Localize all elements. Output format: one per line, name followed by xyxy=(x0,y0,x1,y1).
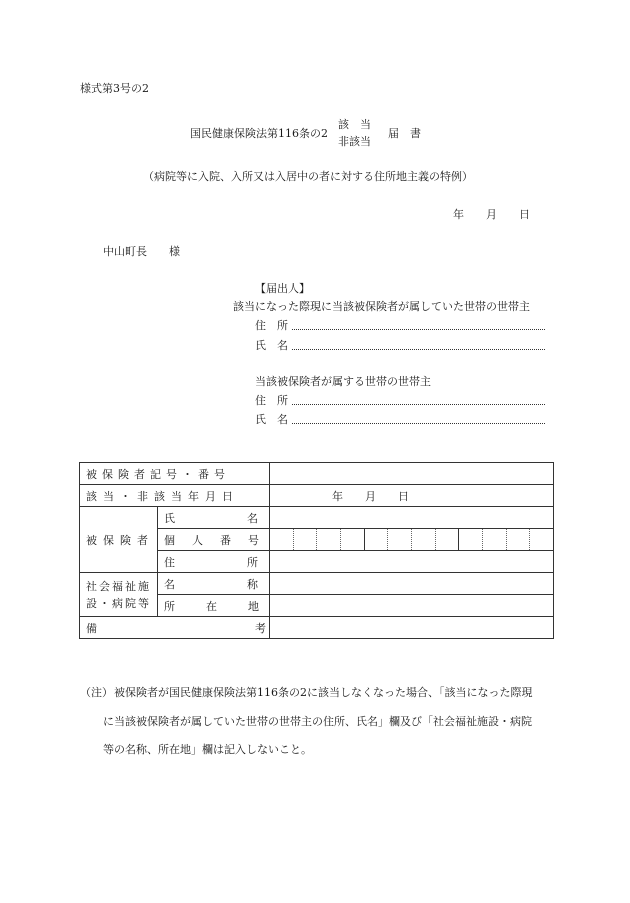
filer-heading: 【届出人】 xyxy=(255,282,310,295)
insured-group-label xyxy=(80,507,158,573)
insured-number-field[interactable] xyxy=(270,463,554,485)
notification-table xyxy=(79,462,554,639)
digit-box[interactable] xyxy=(435,529,459,550)
insured-address-label-text: 住所 xyxy=(164,555,330,569)
digit-box[interactable] xyxy=(387,529,411,550)
filer-section2-address-label: 住 所 xyxy=(255,394,288,407)
individual-number-field[interactable] xyxy=(270,529,554,551)
addressee: 中山町長 様 xyxy=(103,245,180,258)
digit-box[interactable] xyxy=(364,529,388,550)
note-line-3: 等の名称、所在地」欄は記入しないこと。 xyxy=(103,743,312,756)
digit-box[interactable] xyxy=(482,529,506,550)
digit-box[interactable] xyxy=(270,529,293,550)
digit-box[interactable] xyxy=(293,529,317,550)
form-number: 様式第3号の2 xyxy=(80,82,149,95)
facility-name-label-text: 名称 xyxy=(164,577,330,591)
table-row xyxy=(80,573,554,595)
facility-group-label-line2: 設・病院等 xyxy=(86,596,151,610)
digit-box[interactable] xyxy=(529,529,553,550)
filer-section2-name-line[interactable] xyxy=(292,423,545,424)
facility-group-label xyxy=(80,573,158,617)
title-option-applicable: 該 当 xyxy=(338,118,371,131)
insured-number-label xyxy=(80,463,270,485)
filer-section1-name-line[interactable] xyxy=(292,349,545,350)
insured-name-label xyxy=(158,507,330,529)
table-row xyxy=(80,463,554,485)
digit-box[interactable] xyxy=(458,529,482,550)
table-row xyxy=(80,485,554,507)
title-option-not-applicable: 非該当 xyxy=(338,135,371,148)
filer-section1-address-line[interactable] xyxy=(292,329,545,330)
note-label: （注） xyxy=(80,686,113,699)
date-label-text: 該当・非該当年月日 xyxy=(86,489,239,503)
filer-section2-name-label: 氏 名 xyxy=(255,413,288,426)
filer-section1-address-label: 住 所 xyxy=(255,319,288,332)
facility-location-field[interactable] xyxy=(270,595,554,617)
digit-box[interactable] xyxy=(411,529,435,550)
remarks-label-text: 備考 xyxy=(86,621,424,635)
date-field-value: 年 月 日 xyxy=(332,489,409,503)
subtitle: （病院等に入院、入所又は入居中の者に対する住所地主義の特例） xyxy=(143,170,473,183)
date-field[interactable] xyxy=(270,485,554,507)
filer-section1-title: 該当になった際現に当該被保険者が属していた世帯の世帯主 xyxy=(233,300,530,313)
insured-address-label xyxy=(158,551,330,573)
digit-box[interactable] xyxy=(340,529,364,550)
digit-box[interactable] xyxy=(316,529,340,550)
table-row xyxy=(80,507,554,529)
note-line-1: 被保険者が国民健康保険法第116条の2に該当しなくなった場合、「該当になった際現 xyxy=(114,686,533,699)
insured-name-label-text: 氏名 xyxy=(164,511,330,525)
filer-section2-title: 当該被保険者が属する世帯の世帯主 xyxy=(255,375,431,388)
submission-date: 年 月 日 xyxy=(453,208,530,221)
filer-section2-address-line[interactable] xyxy=(292,404,545,405)
facility-group-label-line1: 社会福祉施 xyxy=(86,579,151,593)
date-label xyxy=(80,485,270,507)
facility-location-label-text: 所在地 xyxy=(164,599,290,613)
insured-individual-number-label xyxy=(158,529,276,551)
filer-section1-name-label: 氏 名 xyxy=(255,339,288,352)
digit-box[interactable] xyxy=(506,529,530,550)
title-suffix: 届 書 xyxy=(388,127,421,140)
table-row xyxy=(80,617,554,639)
note-line-2: に当該被保険者が属していた世帯の世帯主の住所、氏名」欄及び「社会福祉施設・病院 xyxy=(103,715,532,728)
facility-name-label xyxy=(158,573,330,595)
insured-individual-number-label-text: 個人番号 xyxy=(164,533,276,547)
remarks-label xyxy=(80,617,424,639)
title-prefix: 国民健康保険法第116条の2 xyxy=(190,127,328,140)
insured-number-label-text: 被保険者記号・番号 xyxy=(86,467,230,481)
facility-location-label xyxy=(158,595,290,617)
individual-number-boxes xyxy=(270,529,553,550)
insured-group-label-text: 被保険者 xyxy=(86,533,154,547)
